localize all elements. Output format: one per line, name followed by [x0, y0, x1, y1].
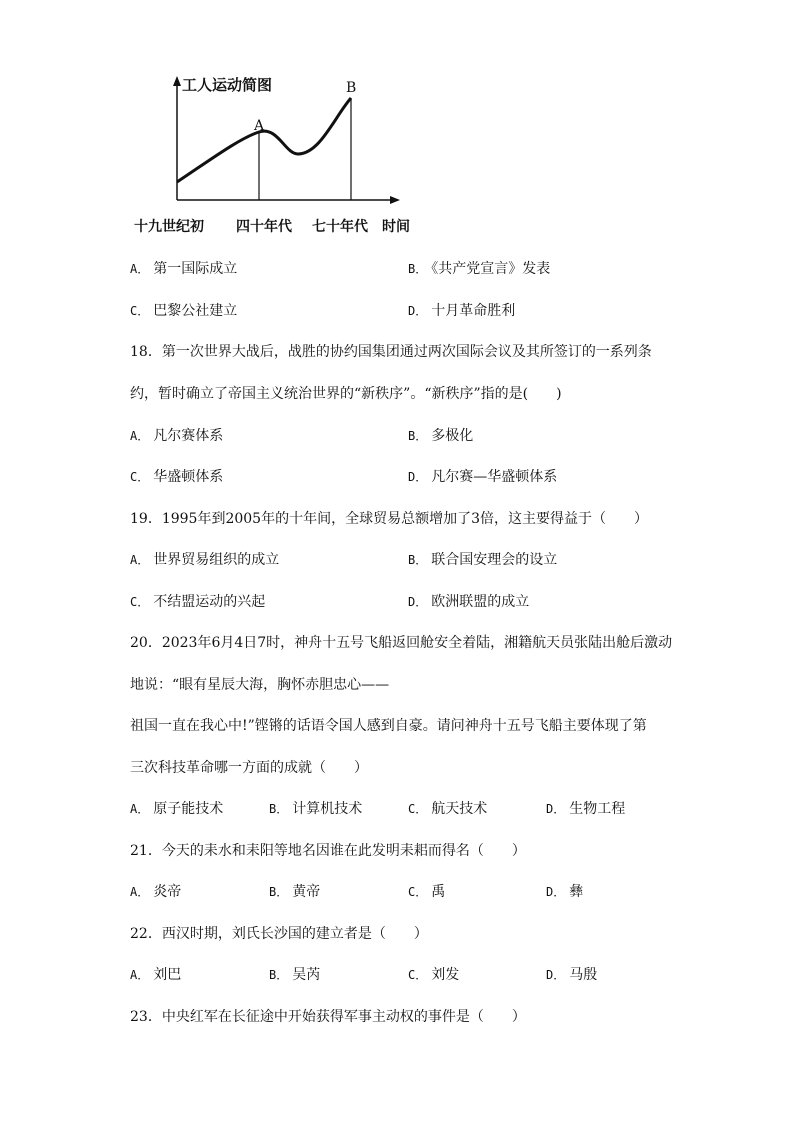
q19-option-c: [130, 593, 265, 611]
option-text: 凡尔赛体系: [153, 428, 224, 444]
option-text: 多极化: [431, 428, 474, 444]
option-text: 刘发: [431, 967, 460, 983]
q21-option-c: [408, 883, 445, 901]
q22-stem-line1: 22．西汉时期，刘氏长沙国的建立者是（ ）: [130, 926, 428, 942]
option-letter: C．: [130, 470, 150, 484]
q19-option-d: [408, 593, 529, 611]
option-letter: A．: [130, 968, 150, 982]
option-letter: D．: [408, 470, 428, 484]
option-letter: D．: [408, 595, 428, 609]
q18-option-d: [408, 468, 557, 486]
q17-option-a: [130, 260, 237, 278]
y-axis-arrow: [173, 76, 181, 86]
q19-option-a: [130, 551, 279, 569]
q20-option-d: [546, 800, 625, 818]
option-letter: D．: [546, 802, 566, 816]
option-letter: B．: [269, 802, 289, 816]
option-letter: C．: [408, 802, 428, 816]
option-letter: A．: [130, 885, 150, 899]
option-text: 欧洲联盟的成立: [431, 594, 530, 610]
option-text: 联合国安理会的设立: [431, 552, 558, 568]
q18-stem-line1: 18．第一次世界大战后，战胜的协约国集团通过两次国际会议及其所签订的一系列条: [130, 344, 652, 360]
q18-option-c: [130, 468, 223, 486]
option-letter: A．: [130, 802, 150, 816]
option-text: 计算机技术: [292, 801, 363, 817]
option-text: 刘巴: [153, 967, 182, 983]
q17-option-c: [130, 302, 237, 320]
option-text: 原子能技术: [153, 801, 224, 817]
option-letter: C．: [408, 885, 428, 899]
q20-option-c: [408, 800, 487, 818]
worker-movement-figure: [130, 68, 430, 238]
x-label-time: 时间: [382, 219, 410, 235]
option-text: 航天技术: [431, 801, 488, 817]
q21-option-b: [269, 883, 320, 901]
x-label-seventies: 七十年代: [312, 219, 368, 235]
option-text: 《共产党宣言》发表: [431, 261, 551, 277]
q19-option-b: [408, 551, 557, 569]
q22-option-b: [269, 966, 320, 984]
q20-stem-line1: 20．2023年6月4日7时，神舟十五号飞船返回舱安全着陆，湘籍航天员张陆出舱后激动: [130, 635, 673, 651]
option-text: 禹: [431, 884, 446, 900]
option-text: 十月革命胜利: [431, 303, 516, 319]
trend-curve: [177, 98, 351, 182]
option-letter: B．: [408, 429, 428, 443]
q19-stem-line1: 19．1995年到2005年的十年间，全球贸易总额增加了3倍，这主要得益于（ ）: [130, 511, 648, 527]
q22-option-c: [408, 966, 459, 984]
q21-option-d: [546, 883, 583, 901]
option-letter: B．: [269, 968, 289, 982]
option-letter: D．: [546, 885, 566, 899]
x-label-forties: 四十年代: [236, 219, 292, 235]
option-letter: B．: [269, 885, 289, 899]
q21-stem-line1: 21．今天的耒水和耒阳等地名因谁在此发明耒耜而得名（ ）: [130, 843, 526, 859]
option-letter: A．: [130, 262, 150, 276]
q17-option-d: [408, 302, 515, 320]
q18-option-b: [408, 427, 473, 445]
q18-stem-line2: 约，暂时确立了帝国主义统治世界的“新秩序”。“新秩序”指的是( ): [130, 386, 562, 402]
option-letter: C．: [130, 304, 150, 318]
q18-option-a: [130, 427, 223, 445]
q23-stem-line1: 23．中央红军在长征途中开始获得军事主动权的事件是（ ）: [130, 1009, 526, 1025]
option-text: 华盛顿体系: [153, 469, 224, 485]
q20-option-b: [269, 800, 362, 818]
q20-stem-line4: 三次科技革命哪一方面的成就（ ）: [130, 760, 368, 776]
q20-stem-line3: 祖国一直在我心中!”铿锵的话语令国人感到自豪。请问神舟十五号飞船主要体现了第: [130, 718, 647, 734]
point-a-label: A: [254, 118, 265, 134]
q20-stem-line2: 地说：“眼有星辰大海，胸怀赤胆忠心——: [130, 677, 390, 693]
option-text: 吴芮: [292, 967, 321, 983]
option-letter: B．: [408, 262, 428, 276]
point-b-label: B: [346, 80, 357, 96]
q22-option-d: [546, 966, 597, 984]
x-label-early-19th: 十九世纪初: [134, 219, 204, 235]
option-letter: D．: [408, 304, 428, 318]
q21-option-a: [130, 883, 181, 901]
option-text: 炎帝: [153, 884, 182, 900]
trend-chart: [130, 68, 430, 218]
option-letter: D．: [546, 968, 566, 982]
option-text: 彝: [569, 884, 584, 900]
option-letter: B．: [408, 553, 428, 567]
q22-option-a: [130, 966, 181, 984]
option-text: 巴黎公社建立: [153, 303, 238, 319]
option-text: 世界贸易组织的成立: [153, 552, 280, 568]
x-axis-arrow: [390, 196, 400, 204]
option-letter: A．: [130, 429, 150, 443]
q17-option-b: [408, 260, 550, 278]
option-letter: A．: [130, 553, 150, 567]
figure-title: 工人运动简图: [182, 76, 273, 94]
option-text: 第一国际成立: [153, 261, 238, 277]
option-text: 不结盟运动的兴起: [153, 594, 266, 610]
option-text: 马殷: [569, 967, 598, 983]
option-text: 凡尔赛—华盛顿体系: [431, 469, 558, 485]
option-letter: C．: [130, 595, 150, 609]
q20-option-a: [130, 800, 223, 818]
option-text: 黄帝: [292, 884, 321, 900]
option-text: 生物工程: [569, 801, 626, 817]
option-letter: C．: [408, 968, 428, 982]
